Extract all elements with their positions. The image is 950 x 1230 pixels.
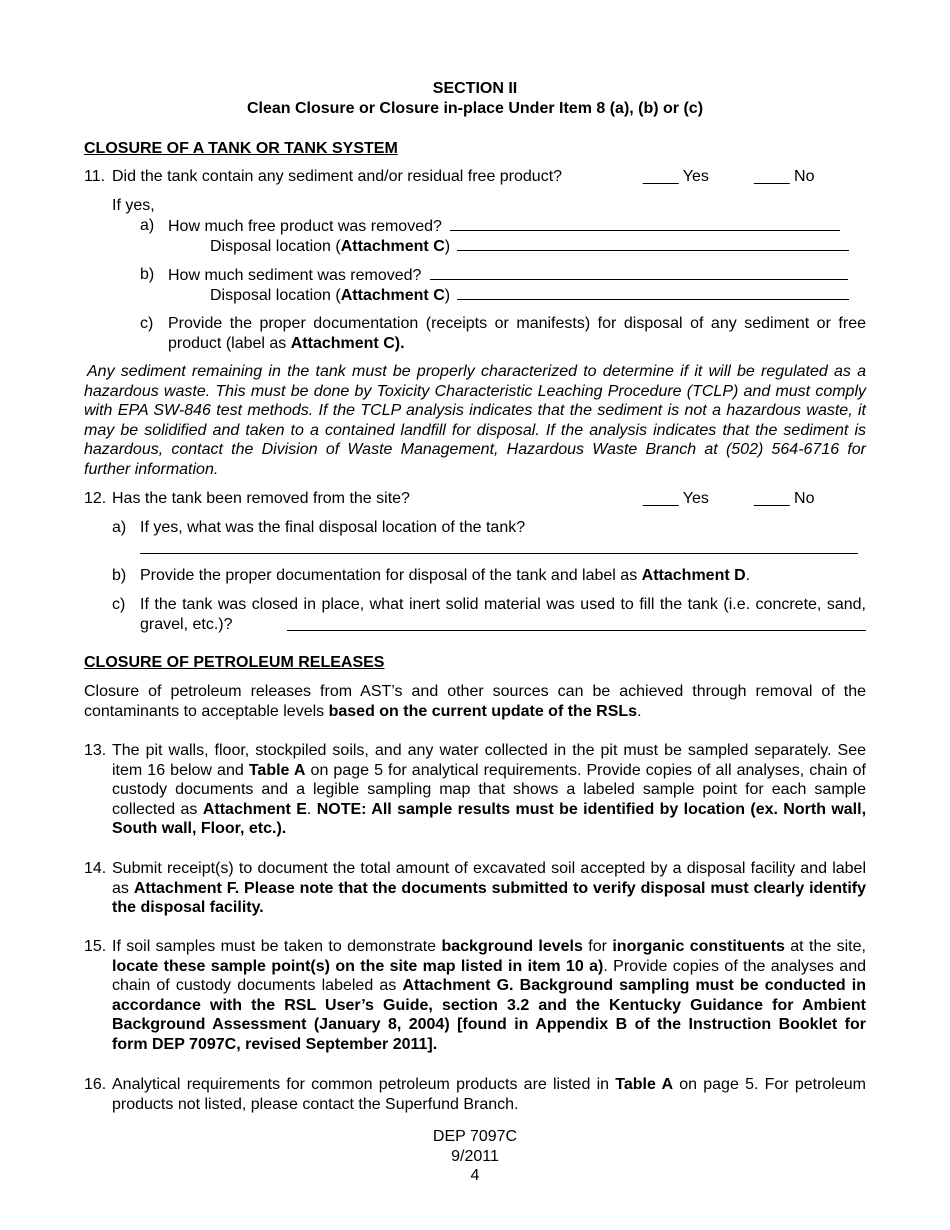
question-12-no-option[interactable] — [754, 489, 815, 509]
petroleum-intro — [84, 682, 866, 721]
item-c-marker: c) — [140, 315, 154, 332]
attachment-g-note: Attachment G. Background sampling must be conducted in accordance with the RSL User’s Guide, section 3.2 and the Kentucky Guidance for Ambient Background Assessment (January 8, 2004) [found in Appendix B of the Instruction Booklet for form DEP 7097C, revised September 2011]. — [112, 977, 866, 1053]
item-12c-marker: c) — [112, 596, 126, 613]
q15-text-3: at the site, — [790, 938, 866, 955]
documentation-text: Provide the proper documentation (receipts or manifests) for disposal of any sediment or free product (label as — [168, 315, 866, 352]
question-11-text: Did the tank contain any sediment and/or residual free product? — [112, 168, 563, 185]
page-number: 4 — [470, 1167, 480, 1184]
section-title: SECTION II — [432, 80, 518, 97]
q14-text-1: Submit receipt(s) to document the total amount of excavated soil accepted by a disposal facility and label as — [112, 860, 866, 897]
q15-text-1: If soil samples must be taken to demonstrate — [112, 938, 437, 955]
petroleum-intro-text: Closure of petroleum releases from AST’s and other sources can be achieved through removal of the contaminants to acceptable levels — [84, 683, 866, 720]
yes-blank[interactable]: ____ — [643, 490, 679, 507]
rsl-reference: based on the current update of the RSLs — [328, 702, 638, 720]
question-13-text — [112, 741, 866, 839]
sediment-question: How much sediment was removed? — [168, 267, 422, 284]
if-yes-label: If yes, — [112, 197, 155, 214]
inert-material-field[interactable] — [287, 615, 866, 631]
attachment-c-label: Attachment C — [340, 238, 445, 255]
disposal-label: Disposal location ( — [210, 238, 341, 255]
question-12-yes-option[interactable] — [643, 489, 709, 509]
item-12a-marker: a) — [112, 519, 127, 536]
item-12b-marker: b) — [112, 567, 127, 584]
attachment-e-label: Attachment E — [202, 800, 307, 818]
no-label: No — [794, 490, 815, 507]
free-product-row — [168, 216, 858, 237]
tank-closure-heading: CLOSURE OF A TANK OR TANK SYSTEM — [84, 140, 398, 157]
yes-label: Yes — [682, 168, 709, 185]
free-product-disposal-row — [210, 236, 849, 257]
petroleum-closure-heading: CLOSURE OF PETROLEUM RELEASES — [84, 654, 385, 671]
table-a-reference: Table A — [615, 1076, 674, 1093]
question-16-number: 16. — [84, 1076, 107, 1093]
sample-location-note: NOTE: All sample results must be identified by location (ex. North wall, South wall, Floor, etc.). — [112, 800, 867, 838]
disposal-label-end: ) — [444, 238, 451, 255]
free-product-field[interactable] — [450, 216, 840, 231]
item-b-marker: b) — [140, 266, 155, 283]
attachment-c-label: Attachment C — [340, 287, 445, 304]
documentation-instruction — [168, 314, 866, 353]
inorganic-constituents-term: inorganic constituents — [612, 938, 785, 955]
tank-documentation-text: Provide the proper documentation for disposal of the tank and label as — [140, 567, 638, 584]
free-product-disposal-field[interactable] — [457, 236, 849, 251]
question-15-text — [112, 937, 866, 1055]
background-levels-term: background levels — [441, 938, 583, 955]
attachment-f-note: Attachment F. Please note that the documents submitted to verify disposal must clearly identify the disposal facility. — [112, 879, 867, 917]
sediment-note: Any sediment remaining in the tank must be properly characterized to determine if it will be regulated as a hazardous waste. This must be done by Toxicity Characteristic Leaching Procedure (TCLP) and must comply with EPA SW-846 test methods. If the TCLP analysis indicates that the sediment is not a hazardous waste, it may be solidified and taken to a contained landfill for disposal. If the analysis indicates that the sediment is hazardous, contact the Division of Waste Management, Hazardous Waste Branch at (502) 564-6716 for further information. — [84, 363, 866, 478]
q16-text-2: on page 5. For petroleum products not listed, please contact the Superfund Branch. — [112, 1076, 866, 1113]
question-11-number: 11. — [84, 168, 106, 185]
period: . — [745, 567, 751, 584]
yes-blank[interactable]: ____ — [643, 168, 679, 185]
q15-text-2: for — [588, 938, 607, 955]
tank-disposal-field[interactable] — [140, 538, 858, 554]
period: . — [637, 702, 642, 720]
question-15-number: 15. — [84, 938, 107, 955]
tank-documentation-instruction — [140, 566, 750, 586]
sediment-row — [168, 265, 848, 286]
table-a-reference: Table A — [248, 761, 306, 779]
sediment-disposal-row — [210, 285, 849, 306]
attachment-c-reference: Attachment C). — [290, 334, 405, 352]
disposal-label-end: ) — [444, 287, 451, 304]
question-13-number: 13. — [84, 742, 107, 759]
tank-disposal-question: If yes, what was the final disposal location of the tank? — [140, 519, 526, 536]
sediment-field[interactable] — [430, 265, 848, 280]
question-11-no-option[interactable] — [754, 167, 815, 187]
question-12-text: Has the tank been removed from the site? — [112, 490, 410, 507]
no-blank[interactable]: ____ — [754, 168, 790, 185]
q16-text-1: Analytical requirements for common petroleum products are listed in — [112, 1076, 610, 1093]
form-number: DEP 7097C — [432, 1128, 518, 1145]
q13-text-1: The pit walls, floor, stockpiled soils, and any water collected in the pit must be sampled separately. See item 16 below and — [112, 742, 866, 779]
section-subtitle: Clean Closure or Closure in-place Under Item 8 (a), (b) or (c) — [246, 100, 704, 117]
no-blank[interactable]: ____ — [754, 490, 790, 507]
question-12-number: 12. — [84, 490, 107, 507]
item-a-marker: a) — [140, 217, 155, 234]
sediment-disposal-field[interactable] — [457, 285, 849, 300]
q13-text-2: on page 5 for analytical requirements. Provide copies of all analyses, chain of custody documents and a legible sampling map that shows a labeled sample point for each sample collected as — [112, 761, 866, 818]
inert-material-question: If the tank was closed in place, what inert solid material was used to fill the tank (i.e. concrete, sand, gravel, etc.)? — [140, 596, 866, 633]
sample-point-instruction: locate these sample point(s) on the site map listed in item 10 a) — [112, 957, 604, 975]
attachment-d-label: Attachment D — [641, 567, 746, 584]
q15-text-4: . Provide copies of the analyses and chain of custody documents labeled as — [112, 957, 867, 995]
question-14-number: 14. — [84, 860, 107, 877]
question-16-text — [112, 1075, 866, 1114]
disposal-label: Disposal location ( — [210, 287, 341, 304]
yes-label: Yes — [682, 490, 709, 507]
form-date: 9/2011 — [451, 1148, 499, 1165]
no-label: No — [794, 168, 815, 185]
question-14-text — [112, 859, 866, 918]
free-product-question: How much free product was removed? — [168, 218, 442, 235]
question-11-yes-option[interactable] — [643, 167, 709, 187]
period: . — [306, 800, 312, 818]
